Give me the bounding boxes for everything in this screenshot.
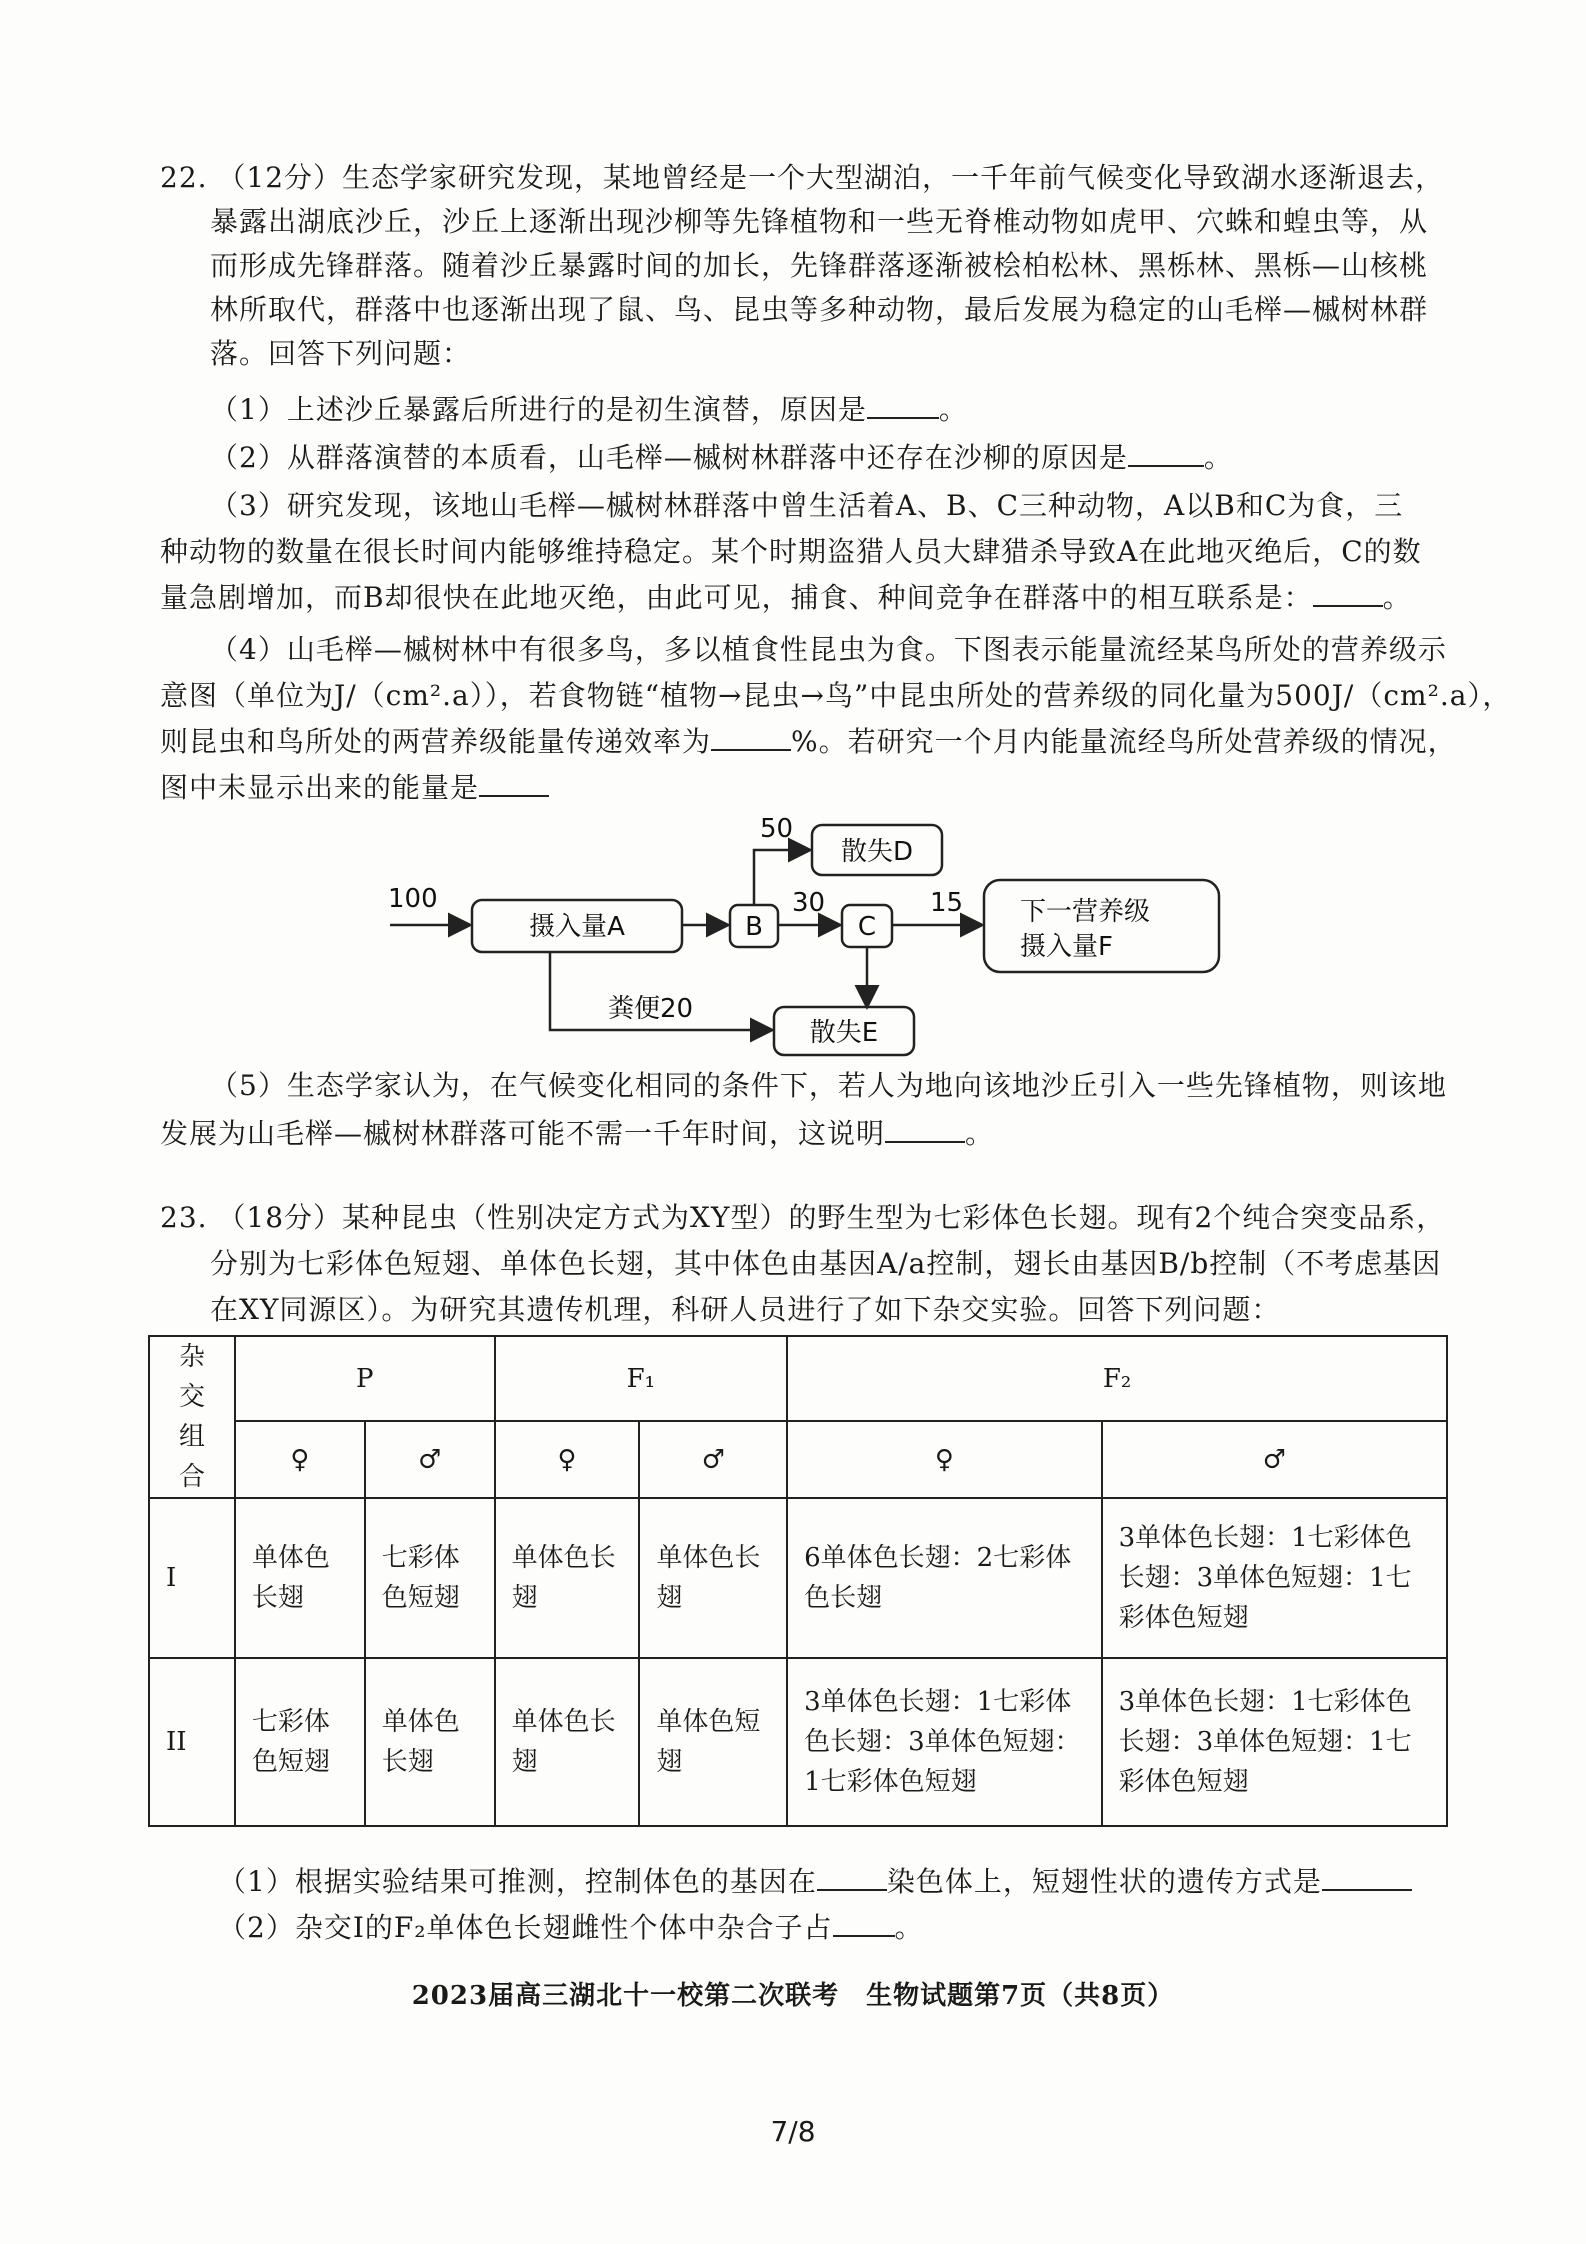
table-sex-row — [149, 1421, 1447, 1498]
p-female: 七彩体色短翅 — [235, 1658, 365, 1826]
q22-sub2-text: （2）从群落演替的本质看，山毛榉—槭树林群落中还存在沙柳的原因是 — [210, 441, 1128, 474]
q22-line-3: 而形成先锋群落。随着沙丘暴露时间的加长，先锋群落逐渐被桧柏松林、黑栎林、黑栎—山核桃 — [210, 249, 1429, 282]
box-intake-a-label: 摄入量A — [529, 912, 625, 942]
q22-sub1-text: （1）上述沙丘暴露后所进行的是初生演替，原因是 — [210, 393, 867, 426]
q22-sub3-line3 — [160, 578, 1412, 618]
box-f-line1: 下一营养级 — [1020, 897, 1151, 927]
answer-blank — [711, 723, 791, 751]
q22-sub5-line2 — [160, 1114, 994, 1154]
answer-blank — [817, 1863, 887, 1891]
q23-sub1-mid: 染色体上，短翅性状的遗传方式是 — [886, 1865, 1322, 1898]
female-symbol: ♀ — [495, 1421, 640, 1498]
f2-female: 6单体色长翅：2七彩体色长翅 — [787, 1498, 1101, 1658]
answer-blank — [885, 1115, 965, 1143]
q22-sub2-end: 。 — [1203, 441, 1233, 474]
box-b-label: B — [745, 912, 763, 942]
male-symbol: ♂ — [639, 1421, 787, 1498]
q22-sub5-end: 。 — [965, 1117, 995, 1150]
answer-blank — [833, 1909, 895, 1937]
q23-line-3: 在XY同源区）。为研究其遗传机理，科研人员进行了如下杂交实验。回答下列问题： — [210, 1293, 1281, 1326]
male-symbol: ♂ — [1102, 1421, 1447, 1498]
q22-sub4-line3-text: 则昆虫和鸟所处的两营养级能量传递效率为 — [160, 725, 712, 758]
answer-blank — [1128, 439, 1204, 467]
q23-sub2-end: 。 — [894, 1911, 924, 1944]
p-male: 单体色长翅 — [365, 1658, 495, 1826]
answer-blank — [479, 769, 549, 797]
q22-sub3-line2: 种动物的数量在很长时间内能够维持稳定。某个时期盗猎人员大肆猎杀导致A在此地灭绝后，C的数 — [160, 535, 1422, 568]
table-header-row — [149, 1336, 1447, 1421]
q23-line-1: 23. （18分）某种昆虫（性别决定方式为XY型）的野生型为七彩体色长翅。现有2个纯合突变品系， — [160, 1201, 1446, 1234]
box-loss-e-label: 散失E — [809, 1018, 879, 1048]
f1-female: 单体色长翅 — [495, 1658, 640, 1826]
q22-sub4-line2: 意图（单位为J/（cm².a）），若食物链“植物→昆虫→鸟”中昆虫所处的营养级的同化量为500J/（cm².a）， — [160, 679, 1512, 712]
q22-sub3-end: 。 — [1382, 581, 1412, 614]
cross-id: I — [149, 1498, 235, 1658]
header-p: P — [235, 1336, 495, 1421]
page-footer: 2023届高三湖北十一校第二次联考 生物试题第7页（共8页） — [411, 1981, 1175, 2011]
q22-sub4-line1: （4）山毛榉—槭树林中有很多鸟，多以植食性昆虫为食。下图表示能量流经某鸟所处的营养级示 — [210, 633, 1447, 666]
value-30: 30 — [792, 888, 826, 918]
q23-sub1-text: （1）根据实验结果可推测，控制体色的基因在 — [218, 1865, 817, 1898]
q23-sub2-text: （2）杂交I的F₂单体色长翅雌性个体中杂合子占 — [218, 1911, 833, 1944]
feces-value: 粪便20 — [608, 994, 694, 1024]
answer-blank — [867, 391, 939, 419]
energy-flow-diagram — [360, 805, 1280, 1065]
female-symbol: ♀ — [235, 1421, 365, 1498]
p-female: 单体色长翅 — [235, 1498, 365, 1658]
page-number: 7/8 — [770, 2115, 816, 2148]
corner-header: 杂交组合 — [149, 1336, 235, 1498]
p-male: 七彩体色短翅 — [365, 1498, 495, 1658]
q22-line-1: 22. （12分）生态学家研究发现，某地曾经是一个大型湖泊，一千年前气候变化导致湖水逐渐退去， — [160, 161, 1445, 194]
f2-male: 3单体色长翅：1七彩体色长翅：3单体色短翅：1七彩体色短翅 — [1102, 1498, 1447, 1658]
q23-sub2 — [218, 1908, 924, 1948]
f2-female: 3单体色长翅：1七彩体色长翅：3单体色短翅：1七彩体色短翅 — [787, 1658, 1101, 1826]
table-row — [149, 1658, 1447, 1826]
f1-male: 单体色长翅 — [639, 1498, 787, 1658]
q22-sub3-line1: （3）研究发现，该地山毛榉—槭树林群落中曾生活着A、B、C三种动物，A以B和C为食，三 — [210, 489, 1404, 522]
q22-line-5: 落。回答下列问题： — [210, 337, 472, 370]
f1-female: 单体色长翅 — [495, 1498, 640, 1658]
answer-blank — [1313, 579, 1383, 607]
q22-sub1 — [210, 390, 968, 430]
box-loss-d-label: 散失D — [840, 837, 914, 867]
answer-blank — [1322, 1863, 1412, 1891]
f2-male: 3单体色长翅：1七彩体色长翅：3单体色短翅：1七彩体色短翅 — [1102, 1658, 1447, 1826]
q22-sub2 — [210, 438, 1233, 478]
table-row — [149, 1498, 1447, 1658]
cross-id: II — [149, 1658, 235, 1826]
q22-line-2: 暴露出湖底沙丘，沙丘上逐渐出现沙柳等先锋植物和一些无脊椎动物如虎甲、穴蛛和蝗虫等，从 — [210, 205, 1429, 238]
value-15: 15 — [930, 888, 964, 918]
q22-sub4-line4 — [160, 768, 549, 808]
male-symbol: ♂ — [365, 1421, 495, 1498]
q22-line-4: 林所取代，群落中也逐渐出现了鼠、鸟、昆虫等多种动物，最后发展为稳定的山毛榉—槭树林群 — [210, 293, 1429, 326]
value-50: 50 — [760, 814, 794, 844]
box-c-label: C — [857, 912, 877, 942]
q23-sub1 — [218, 1862, 1412, 1902]
q22-sub4-line3 — [160, 722, 1457, 762]
q22-sub1-end: 。 — [938, 393, 968, 426]
q22-sub4-line3-end: %。若研究一个月内能量流经鸟所处营养级的情况， — [791, 725, 1457, 758]
q23-line-2: 分别为七彩体色短翅、单体色长翅，其中体色由基因A/a控制，翅长由基因B/b控制（不考虑基因 — [210, 1247, 1442, 1280]
female-symbol: ♀ — [787, 1421, 1101, 1498]
q22-sub4-line4-text: 图中未显示出来的能量是 — [160, 771, 480, 804]
q22-sub3-line3-text: 量急剧增加，而B却很快在此地灭绝，由此可见，捕食、种间竞争在群落中的相互联系是： — [160, 581, 1313, 614]
input-value: 100 — [388, 884, 438, 914]
header-f2: F₂ — [787, 1336, 1447, 1421]
box-f-line2: 摄入量F — [1020, 932, 1113, 962]
cross-experiment-table — [148, 1335, 1448, 1827]
f1-male: 单体色短翅 — [639, 1658, 787, 1826]
q22-sub5-line1: （5）生态学家认为，在气候变化相同的条件下，若人为地向该地沙丘引入一些先锋植物，则该地 — [210, 1069, 1447, 1102]
q22-sub5-line2-text: 发展为山毛榉—槭树林群落可能不需一千年时间，这说明 — [160, 1117, 886, 1150]
header-f1: F₁ — [495, 1336, 788, 1421]
